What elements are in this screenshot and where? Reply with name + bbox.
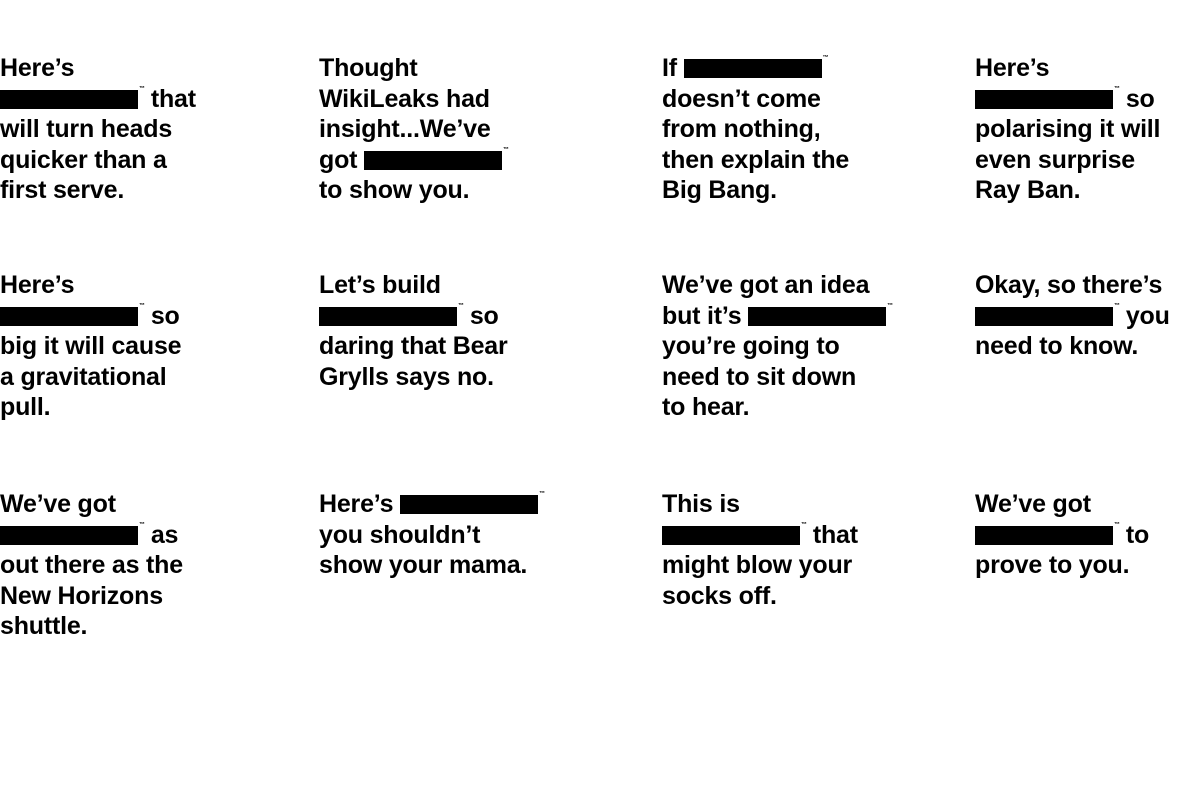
redacted-card [319,270,508,392]
redaction-bar [662,526,800,545]
trademark-symbol: ™ [503,146,509,153]
card-line: WikiLeaks had [319,84,490,113]
card-line: daring that Bear [319,332,508,360]
card-line: you shouldn’t [319,520,481,549]
card-line: Here’s [975,54,1050,82]
card-after-text: as [150,520,179,549]
card-line: shuttle. [0,612,88,640]
card-lead-text: Here’s [319,490,401,518]
trademark-symbol: ™ [539,491,545,497]
card-line: prove to you. [975,551,1130,579]
redacted-line [319,489,551,520]
card-line: Thought [319,54,418,82]
redaction-bar [0,526,138,545]
redacted-card [0,53,196,206]
redacted-card [319,489,551,581]
card-line: to show you. [319,176,470,204]
trademark-symbol: ™ [887,302,893,309]
redacted-card [319,53,515,206]
card-line: from nothing, [662,115,821,143]
card-line: pull. [0,393,51,421]
redacted-card [662,270,899,423]
card-line: quicker than a [0,145,167,174]
redaction-bar [400,495,538,514]
redacted-line [319,301,508,332]
card-line: big it will cause [0,332,182,360]
redaction-bar [0,307,138,326]
redaction-bar [975,307,1113,326]
card-after-text: you [1125,301,1170,330]
redacted-card [975,489,1149,581]
card-line: Ray Ban. [975,176,1081,204]
card-line: We’ve got [975,490,1091,518]
card-lead-text: If [662,54,684,82]
redacted-line [662,301,899,332]
redacted-card [975,270,1170,362]
redaction-bar [748,307,886,326]
card-after-text: that [812,520,858,549]
card-line: show your mama. [319,551,528,579]
redacted-card [0,270,181,423]
card-line: a gravitational [0,362,167,391]
card-line: New Horizons [0,581,163,610]
card-line: out there as the [0,551,183,579]
trademark-symbol: ™ [822,55,829,61]
card-line: to hear. [662,393,750,421]
trademark-symbol: ™ [139,85,145,92]
redaction-bar [975,526,1113,545]
card-line: even surprise [975,145,1135,174]
redacted-line [975,520,1149,551]
redaction-bar [684,59,822,78]
card-after-text: to [1125,520,1150,549]
card-after-text: so [469,301,499,330]
redacted-line [0,301,181,332]
card-line: Okay, so there’s [975,271,1163,299]
trademark-symbol: ™ [1114,521,1120,528]
card-line: Here’s [0,54,75,82]
redacted-line [0,520,183,551]
redacted-card [975,53,1160,206]
card-lead-text: but it’s [662,301,749,330]
redacted-card [662,53,849,206]
redaction-bar [0,90,138,109]
card-line: We’ve got an idea [662,271,870,299]
trademark-symbol: ™ [139,521,145,528]
card-line: first serve. [0,176,125,204]
card-line: Let’s build [319,271,441,299]
redacted-line [319,145,515,176]
card-line: then explain the [662,145,850,174]
redacted-line [975,84,1160,115]
card-line: This is [662,490,740,518]
trademark-symbol: ™ [801,521,807,528]
trademark-symbol: ™ [1114,85,1120,92]
redacted-line [662,520,858,551]
redacted-card [662,489,858,611]
card-line: Grylls says no. [319,362,494,391]
card-line: Here’s [0,271,75,299]
card-line: might blow your [662,551,853,579]
redacted-card [0,489,183,642]
card-line: need to know. [975,332,1139,360]
card-line: We’ve got [0,490,116,518]
redacted-line [662,53,849,84]
card-line: will turn heads [0,115,173,143]
redaction-bar [319,307,457,326]
card-after-text: that [150,84,196,113]
trademark-symbol: ™ [458,302,464,309]
card-after-text: so [150,301,180,330]
card-line: Big Bang. [662,176,777,204]
card-line: doesn’t come [662,84,821,113]
card-line: you’re going to [662,332,840,360]
redaction-bar [364,151,502,170]
redacted-line [975,301,1170,332]
card-line: polarising it will [975,115,1161,143]
redaction-bar [975,90,1113,109]
card-line: need to sit down [662,362,857,391]
card-lead-text: got [319,145,365,174]
trademark-symbol: ™ [1114,302,1120,309]
card-line: socks off. [662,581,777,610]
card-line: insight...We’ve [319,115,491,143]
trademark-symbol: ™ [139,302,145,309]
card-after-text: so [1125,84,1155,113]
redacted-line [0,84,196,115]
